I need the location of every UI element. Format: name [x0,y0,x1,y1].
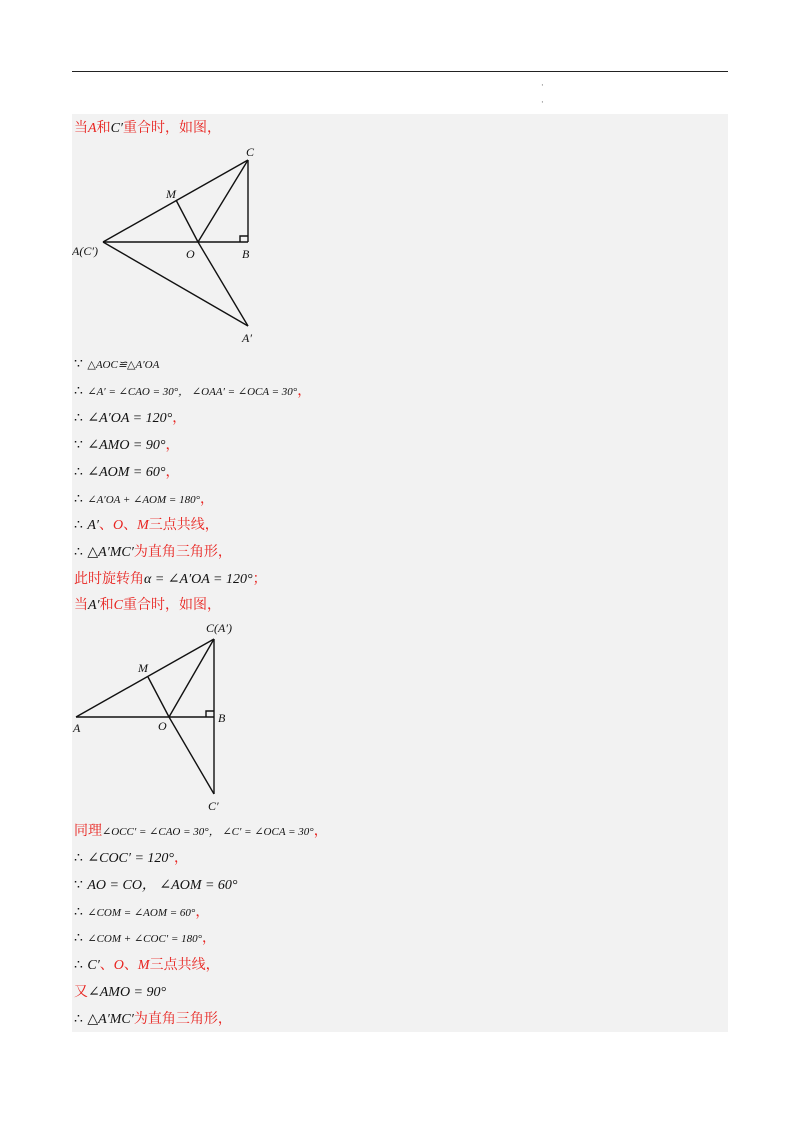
case2-step-2: ∵ AO = CO， ∠AOM = 60° [74,877,238,893]
case1-step-2: ∴ ∠A′ = ∠CAO = 30°， ∠OAA′ = ∠OCA = 30°， [74,383,312,399]
figure-2 [72,618,312,814]
fig1-label-b: B [242,247,250,261]
case2-step-1: ∴ ∠COC′ = 120°， [74,850,188,866]
fig2-label-m: M [138,661,148,675]
case2-right-triangle: ∴ △A′MC′为直角三角形， [74,1011,232,1027]
case2-step-3: ∴ ∠COM = ∠AOM = 60°， [74,904,210,920]
case2-intro: 当A′和C重合时，如图， [74,597,221,613]
case2-collinear: ∴ C′、O、M三点共线， [74,957,220,973]
fig1-label-a: A(C′) [72,244,98,258]
case1-step-3: ∴ ∠A′OA = 120°， [74,410,187,426]
fig2-label-c-prime: C′ [208,799,219,813]
fig2-label-a: A [73,721,81,735]
case1-intro: 当A和C′重合时，如图， [74,120,221,136]
case1-step-4: ∵ ∠AMO = 90°， [74,437,180,453]
fig2-label-o: O [158,719,167,733]
fig2-label-c: C(A′) [206,621,232,635]
case1-right-triangle: ∴ △A′MC′为直角三角形， [74,544,232,560]
case1-rotation: 此时旋转角α = ∠A′OA = 120°； [74,571,267,587]
case2-also: 又∠AMO = 90° [74,984,167,1000]
case2-same: 同理∠OCC′ = ∠CAO = 30°， ∠C′ = ∠OCA = 30°， [74,823,328,839]
case1-step-1: ∵ △AOC≌△A′OA [74,356,160,372]
fig1-label-c: C [246,145,255,159]
fig1-label-a-prime: A′ [242,331,252,345]
case2-step-4: ∴ ∠COM + ∠COC′ = 180°， [74,930,217,946]
fig2-label-b: B [218,711,226,725]
case1-step-5: ∴ ∠AOM = 60°， [74,464,180,480]
case1-step-6: ∴ ∠A′OA + ∠AOM = 180°， [74,491,214,507]
header-dots: · · [541,81,544,108]
fig1-label-m: M [166,187,176,201]
fig1-label-o: O [186,247,195,261]
figure-1 [72,140,312,350]
header-rule [72,71,728,72]
case1-collinear: ∴ A′、O、M三点共线， [74,517,219,533]
